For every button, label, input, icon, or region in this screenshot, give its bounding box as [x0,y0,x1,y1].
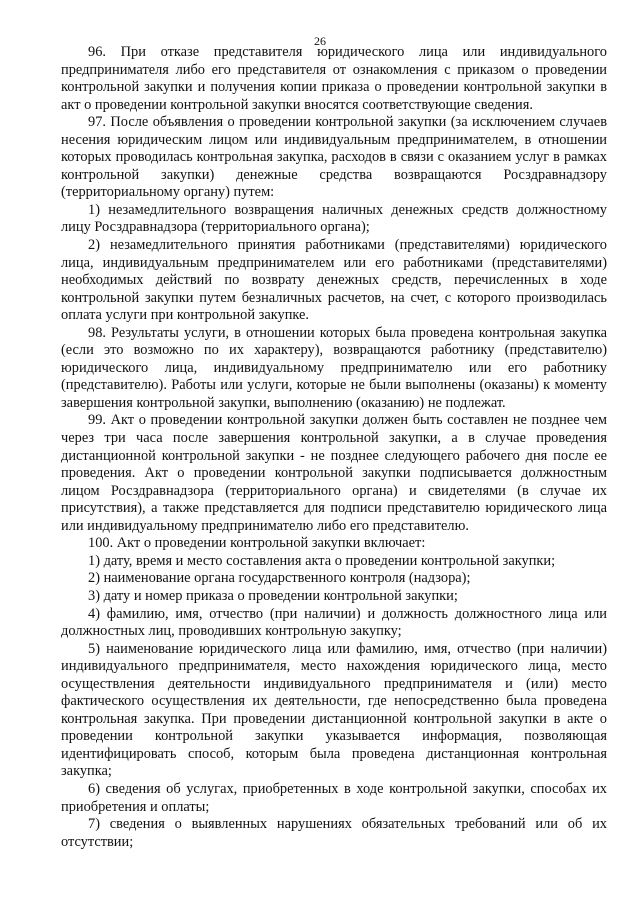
paragraph-97: 97. После объявления о проведении контрольной закупки (за исключением случаев несения юридическим лицом или индивидуальным предпринимателем, в отношении которых проводилась контрольная закупка, расходов в связи с оказанием услуг в рамках контрольной закупки) денежные средства возвращаются Росздравнадзору (территориальному органу) путем: [61,114,607,201]
paragraph-97-item-1: 1) незамедлительного возвращения наличных денежных средств должностному лицу Росздравнадзора (территориального органа); [61,201,607,236]
paragraph-98: 98. Результаты услуги, в отношении которых была проведена контрольная закупка (если это возможно по их характеру), возвращаются работнику (представителю) юридического лица, индивидуальному предпринимателю или его работнику (представителю). Работы или услуги, которые не были выполнены (оказаны) к моменту завершения контрольной закупки, выполнению (оказанию) не подлежат. [61,324,607,411]
paragraph-100-item-7: 7) сведения о выявленных нарушениях обязательных требований или об их отсутствии; [61,816,607,850]
paragraph-100-item-5: 5) наименование юридического лица или фамилию, имя, отчество (при наличии) индивидуального предпринимателя, место нахождения юридического лица, место осуществления деятельности индивидуального предпринимателя и (или) место фактического осуществления их деятельности, где непосредственно была проведена контрольная закупка. При проведении дистанционной контрольной закупки в акте о проведении контрольной закупки указывается информация, позволяющая идентифицировать способ, которым была проведена дистанционная контрольная закупка; [61,640,607,780]
paragraph-100-item-2: 2) наименование органа государственного контроля (надзора); [88,570,471,587]
paragraph-100-item-3: 3) дату и номер приказа о проведении контрольной закупки; [88,587,458,604]
document-body [61,44,607,851]
paragraph-100-item-6: 6) сведения об услугах, приобретенных в ходе контрольной закупки, способах их приобретения и оплаты; [61,780,607,815]
page-number: 26 [314,34,326,48]
paragraph-100-item-1: 1) дату, время и место составления акта о проведении контрольной закупки; [88,552,556,569]
paragraph-97-item-2: 2) незамедлительного принятия работниками (представителями) юридического лица, индивидуальным предпринимателем или его работниками (представителями) необходимых действий по возврату денежных средств, перечисленных в ходе контрольной закупки путем безналичных расчетов, на счет, с которого производилась оплата услуги при контрольной закупке. [61,237,607,324]
paragraph-100-item-4: 4) фамилию, имя, отчество (при наличии) и должность должностного лица или должностных лиц, проводивших контрольную закупку; [61,605,607,640]
paragraph-100: 100. Акт о проведении контрольной закупки включает: [88,535,426,552]
paragraph-96: 96. При отказе представителя юридического лица или индивидуального предпринимателя либо его представителя от ознакомления с приказом о проведении контрольной закупки и получения копии приказа о проведении контрольной закупки в акт о проведении контрольной закупки вносятся соответствующие сведения. [61,44,607,113]
paragraph-99: 99. Акт о проведении контрольной закупки должен быть составлен не позднее чем через три часа после завершения контрольной закупки, а в случае проведения дистанционной контрольной закупки - не позднее следующего рабочего дня после ее проведения. Акт о проведении контрольной закупки подписывается должностным лицом Росздравнадзора (территориального органа) и свидетелями (в случае их присутствия), а также представляется для подписи представителю юридического лица или индивидуальному предпринимателю либо его представителю. [61,412,607,534]
